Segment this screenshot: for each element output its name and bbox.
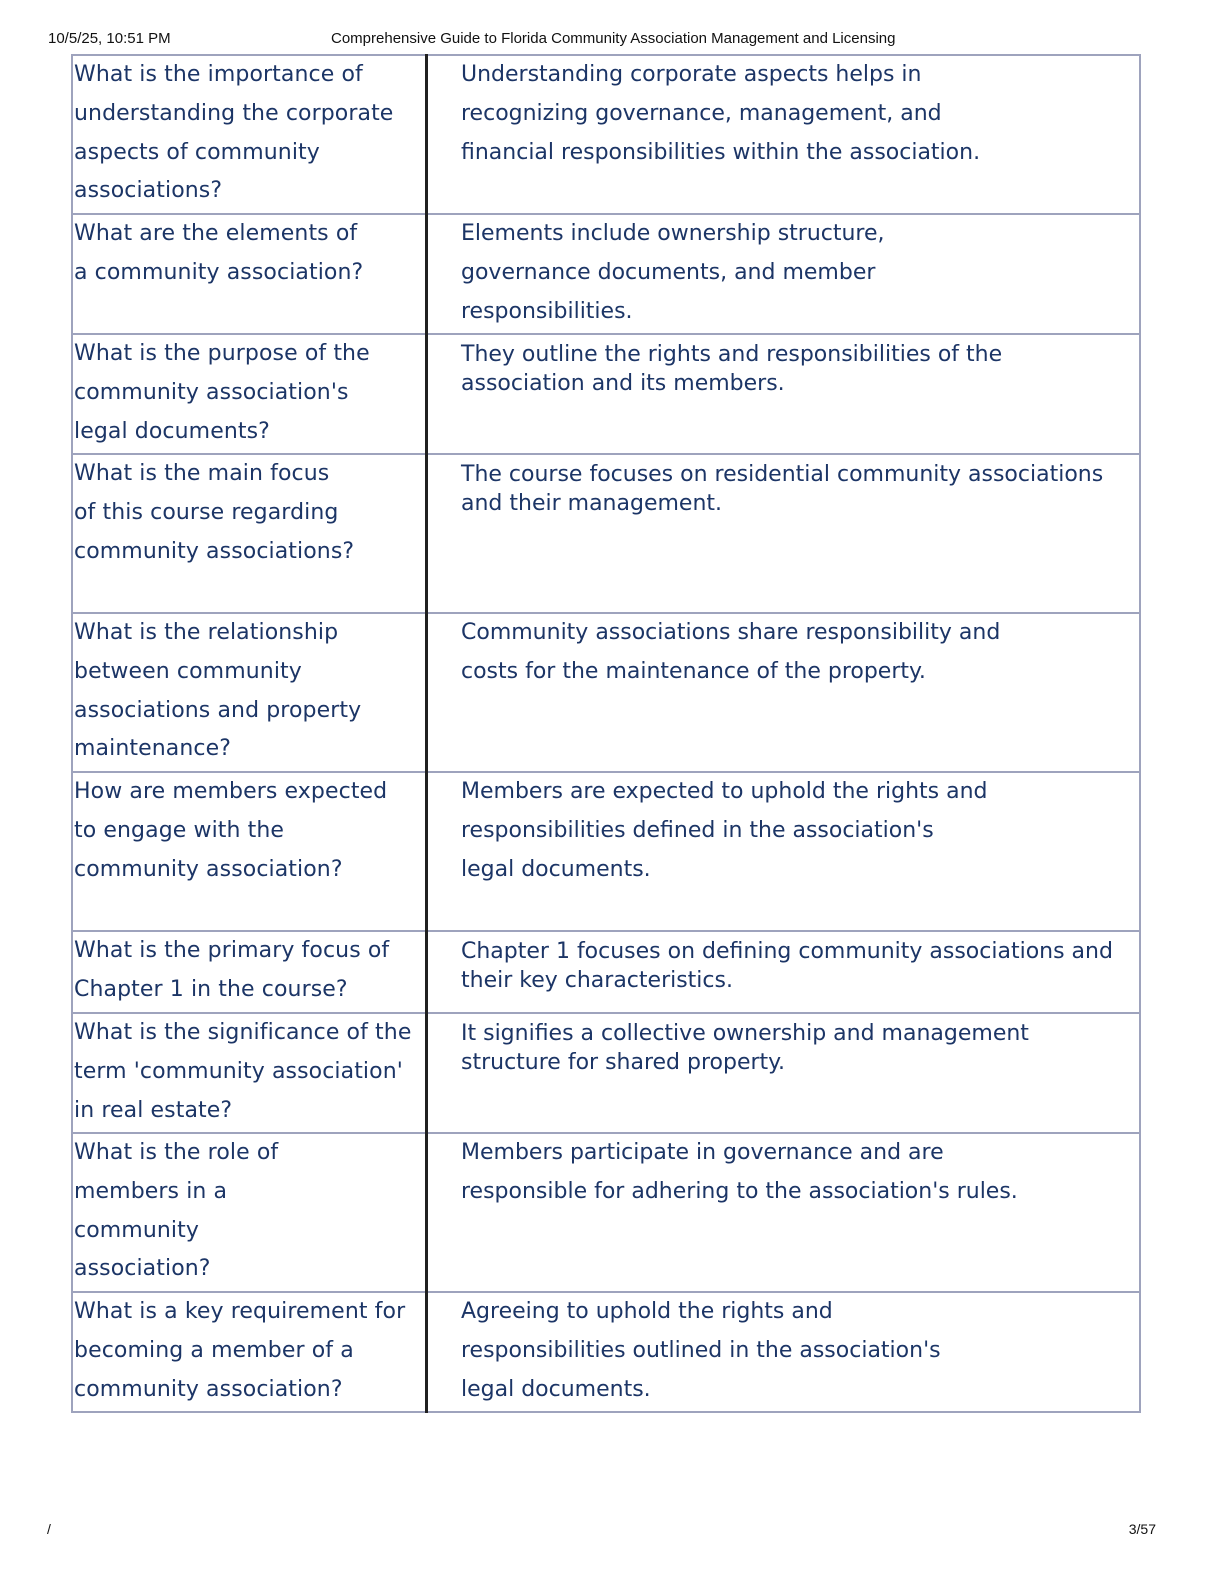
table-row [72,214,1140,334]
document-title: Comprehensive Guide to Florida Community Association Management and Licensing [331,30,896,47]
page-number: 3/57 [1128,1521,1156,1537]
table-row [72,55,1140,214]
answer-cell: Members are expected to uphold the rights and responsibilities defined in the association's legal documents. [427,772,1141,931]
question-cell: What is a key requirement for becoming a member of a community association? [72,1292,427,1412]
answer-cell: Understanding corporate aspects helps in recognizing governance, management, and financial responsibilities within the association. [427,55,1141,214]
answer-cell: Community associations share responsibility and costs for the maintenance of the property. [427,613,1141,772]
table-row [72,613,1140,772]
answer-cell: Chapter 1 focuses on defining community associations and their key characteristics. [427,931,1141,1013]
table-row [72,334,1140,454]
answer-cell: It signifies a collective ownership and management structure for shared property. [427,1013,1141,1133]
table-row [72,1292,1140,1412]
question-cell: What is the role of members in a community association? [72,1133,427,1292]
table-row [72,1013,1140,1133]
answer-cell: Members participate in governance and are responsible for adhering to the association's rules. [427,1133,1141,1292]
question-cell: What is the significance of the term 'community association' in real estate? [72,1013,427,1133]
question-cell: What is the main focus of this course regarding community associations? [72,454,427,613]
answer-cell: They outline the rights and responsibilities of the association and its members. [427,334,1141,454]
flashcard-table [71,54,1141,1413]
question-cell: What is the purpose of the community association's legal documents? [72,334,427,454]
print-datetime: 10/5/25, 10:51 PM [48,30,171,47]
table-row [72,772,1140,931]
answer-cell: Elements include ownership structure, governance documents, and member responsibilities. [427,214,1141,334]
question-cell: What is the importance of understanding the corporate aspects of community associations? [72,55,427,214]
answer-cell: The course focuses on residential community associations and their management. [427,454,1141,613]
question-cell: What are the elements of a community association? [72,214,427,334]
table-row [72,454,1140,613]
question-cell: How are members expected to engage with the community association? [72,772,427,931]
answer-cell: Agreeing to uphold the rights and responsibilities outlined in the association's legal documents. [427,1292,1141,1412]
footer-path: / [47,1521,51,1537]
table-row [72,931,1140,1013]
question-cell: What is the primary focus of Chapter 1 in the course? [72,931,427,1013]
question-cell: What is the relationship between community associations and property maintenance? [72,613,427,772]
table-row [72,1133,1140,1292]
